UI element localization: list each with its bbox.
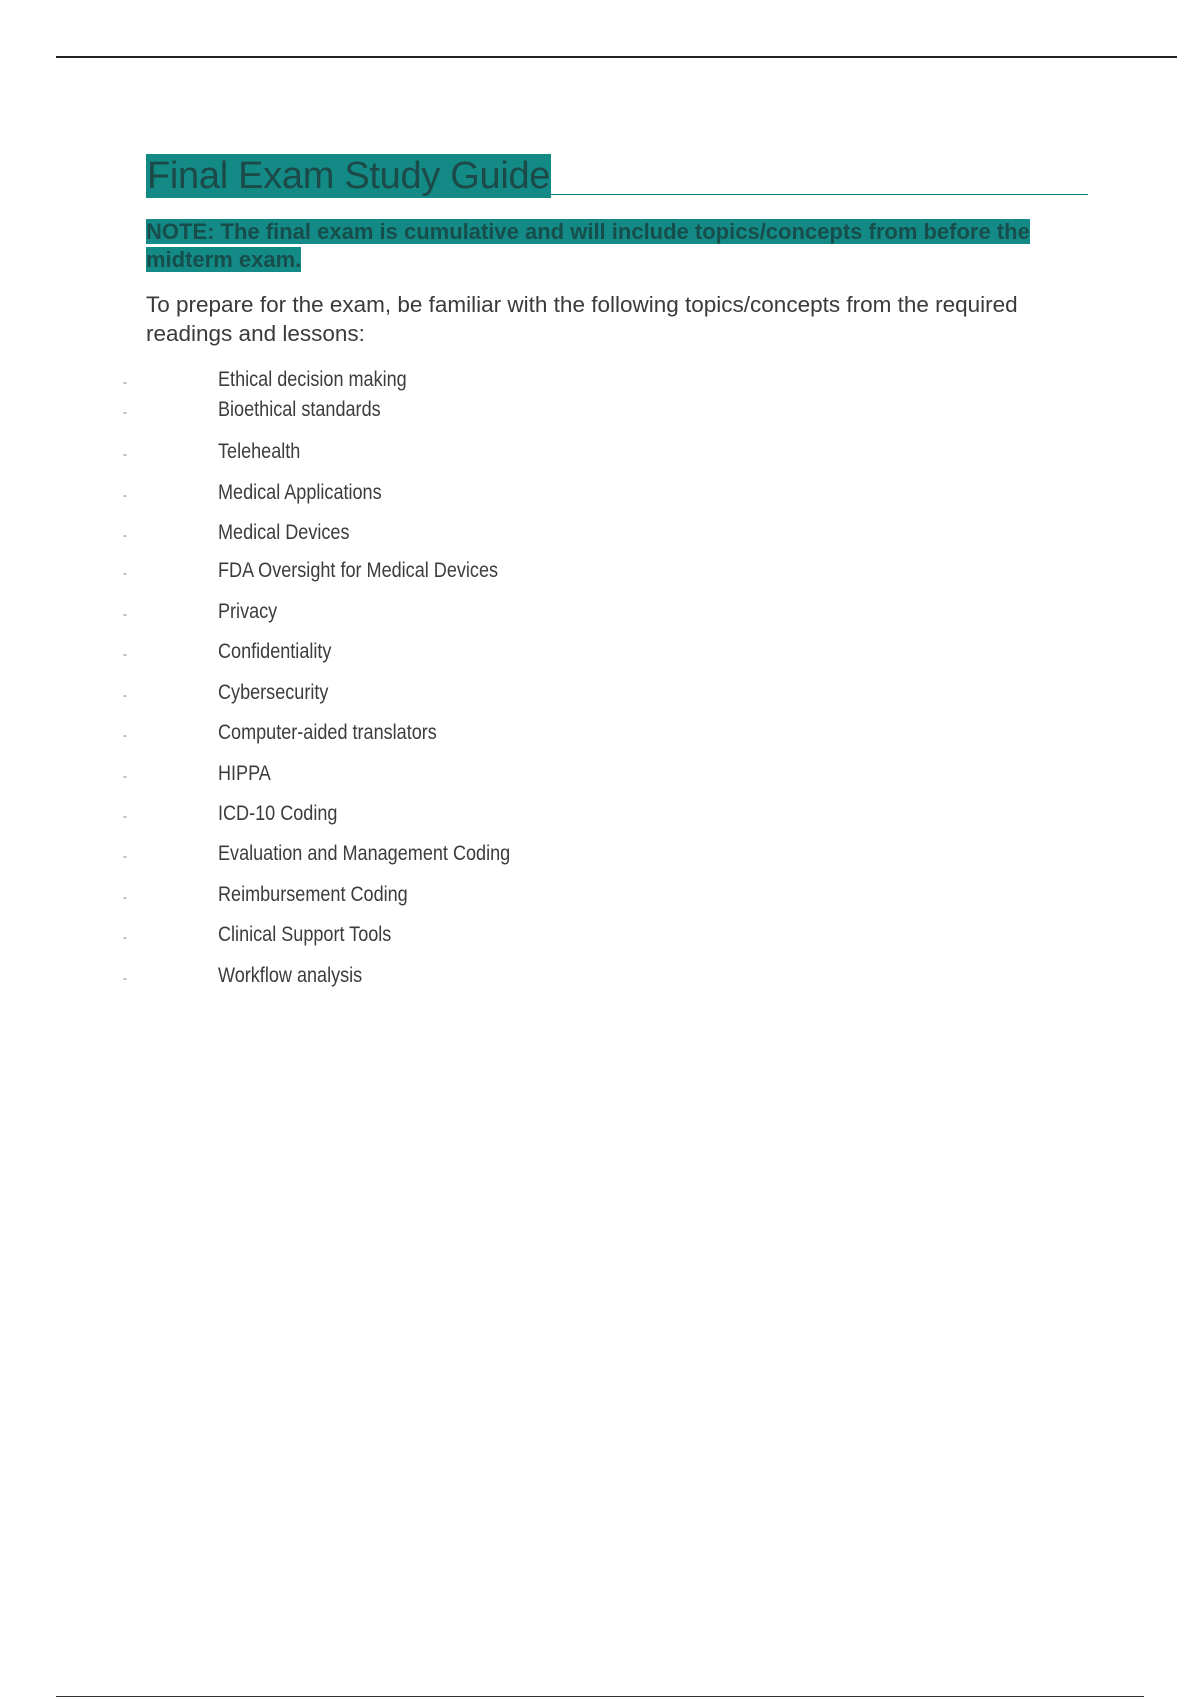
bullet-marker: - [123,528,127,542]
topic-label: Clinical Support Tools [218,923,392,946]
topic-label: Evaluation and Management Coding [218,842,511,865]
topic-label: ICD-10 Coding [218,802,338,825]
bullet-marker: - [123,647,127,661]
footer-rule [56,1696,1144,1697]
bullet-marker: - [123,488,127,502]
bullet-marker: - [123,728,127,742]
bullet-marker: - [123,890,127,904]
topic-label: Reimbursement Coding [218,883,408,906]
bullet-marker: - [123,566,127,580]
exam-note-text: NOTE: The final exam is cumulative and will include topics/concepts from before the midterm exam. [146,219,1030,272]
bullet-marker: - [123,607,127,621]
intro-paragraph: To prepare for the exam, be familiar with the following topics/concepts from the required readings and lessons: [146,292,1018,346]
topic-label: Cybersecurity [218,681,329,704]
bullet-marker: - [123,809,127,823]
topic-label: HIPPA [218,762,271,785]
page-title: Final Exam Study Guide [147,155,551,197]
topic-label: Privacy [218,600,278,623]
topic-label: Confidentiality [218,640,332,663]
topic-label: Medical Applications [218,481,382,504]
topic-label: Workflow analysis [218,964,363,987]
bullet-marker: - [123,930,127,944]
topic-label: Computer-aided translators [218,721,437,744]
bullet-marker: - [123,688,127,702]
bullet-marker: - [123,971,127,985]
bullet-marker: - [123,769,127,783]
bullet-marker: - [123,849,127,863]
bullet-marker: - [123,447,127,461]
topic-label: Medical Devices [218,521,350,544]
bullet-marker: - [123,375,127,389]
topic-label: Telehealth [218,440,301,463]
bullet-marker: - [123,405,127,419]
topic-label: Ethical decision making [218,368,407,391]
topic-label: Bioethical standards [218,398,381,421]
topic-label: FDA Oversight for Medical Devices [218,559,499,582]
